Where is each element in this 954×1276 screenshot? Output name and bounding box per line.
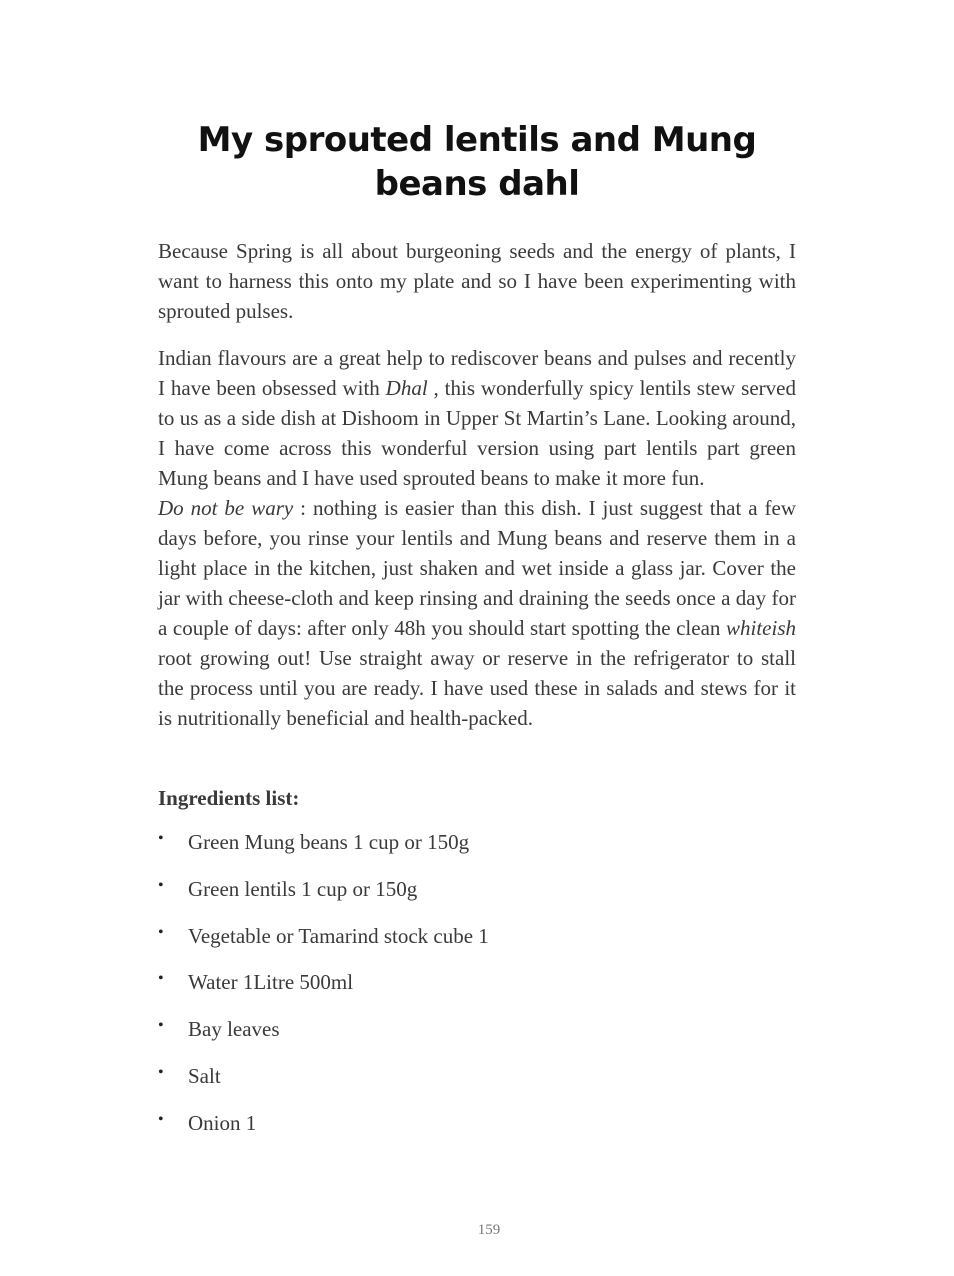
dhal-paragraph-text-2: , this wonderfully spicy lentils stew served to us as a side dish at Dishoom in Upper St Martin’s Lane. Looking around, I have come across this wonderful version using part lentils part green Mung beans and I have used sprouted beans to make it more fun. — [158, 376, 796, 490]
ingredient-label: Bay leaves — [188, 1017, 280, 1042]
ingredient-label: Onion 1 — [188, 1110, 257, 1135]
bullet-icon: • — [158, 830, 164, 847]
bullet-icon: • — [158, 970, 164, 988]
bullet-icon: • — [158, 876, 164, 894]
dhal-italic-word: Dhal — [385, 376, 428, 400]
page-title: My sprouted lentils and Mung beans dahl — [197, 120, 757, 204]
ingredients-heading: Ingredients list: — [158, 786, 300, 810]
sprouting-italic-lead: Do not be wary — [158, 496, 294, 520]
ingredient-label: Green lentils 1 cup or 150g — [188, 876, 418, 901]
ingredient-label: Vegetable or Tamarind stock cube 1 — [188, 923, 489, 948]
list-item — [158, 1014, 796, 1044]
list-item — [158, 1108, 796, 1138]
list-item — [158, 967, 796, 997]
list-item — [158, 1061, 796, 1091]
intro-paragraph: Because Spring is all about burgeoning seeds and the energy of plants, I want to harness this onto my plate and so I have been experimenting with sprouted pulses. — [158, 239, 796, 323]
sprouting-paragraph — [158, 493, 796, 733]
bullet-icon: • — [158, 1110, 164, 1128]
bullet-icon: • — [158, 923, 164, 941]
whiteish-italic-word: whiteish — [725, 616, 796, 640]
ingredients-list — [158, 827, 796, 1138]
dhal-paragraph — [158, 343, 796, 493]
sprouting-paragraph-text-2: root growing out! Use straight away or reserve in the refrigerator to stall the process until you are ready. I have used these in salads and stews for it is nutritionally beneficial and health-packed. — [158, 646, 796, 730]
list-item — [158, 827, 796, 857]
dhal-paragraph-text-1: Indian flavours are a great help to rediscover beans and pulses and recently I have been obsessed with — [158, 346, 796, 400]
page-content — [158, 118, 796, 1155]
ingredient-label: Water 1Litre 500ml — [188, 970, 354, 995]
bullet-icon: • — [158, 1063, 164, 1081]
bullet-icon: • — [158, 1017, 164, 1035]
list-item — [158, 921, 796, 951]
list-item — [158, 874, 796, 904]
ingredient-label: Green Mung beans 1 cup or 150g — [188, 830, 470, 854]
ingredient-label: Salt — [188, 1063, 221, 1088]
page-number: 159 — [477, 1222, 501, 1238]
sprouting-paragraph-text-1: : nothing is easier than this dish. I just suggest that a few days before, you rinse your lentils and Mung beans and reserve them in a light place in the kitchen, just shaken and wet inside a glass jar. Cover the jar with cheese-cloth and keep rinsing and draining the seeds once a day for a couple of days: after only 48h you should start spotting the clean — [158, 496, 796, 640]
